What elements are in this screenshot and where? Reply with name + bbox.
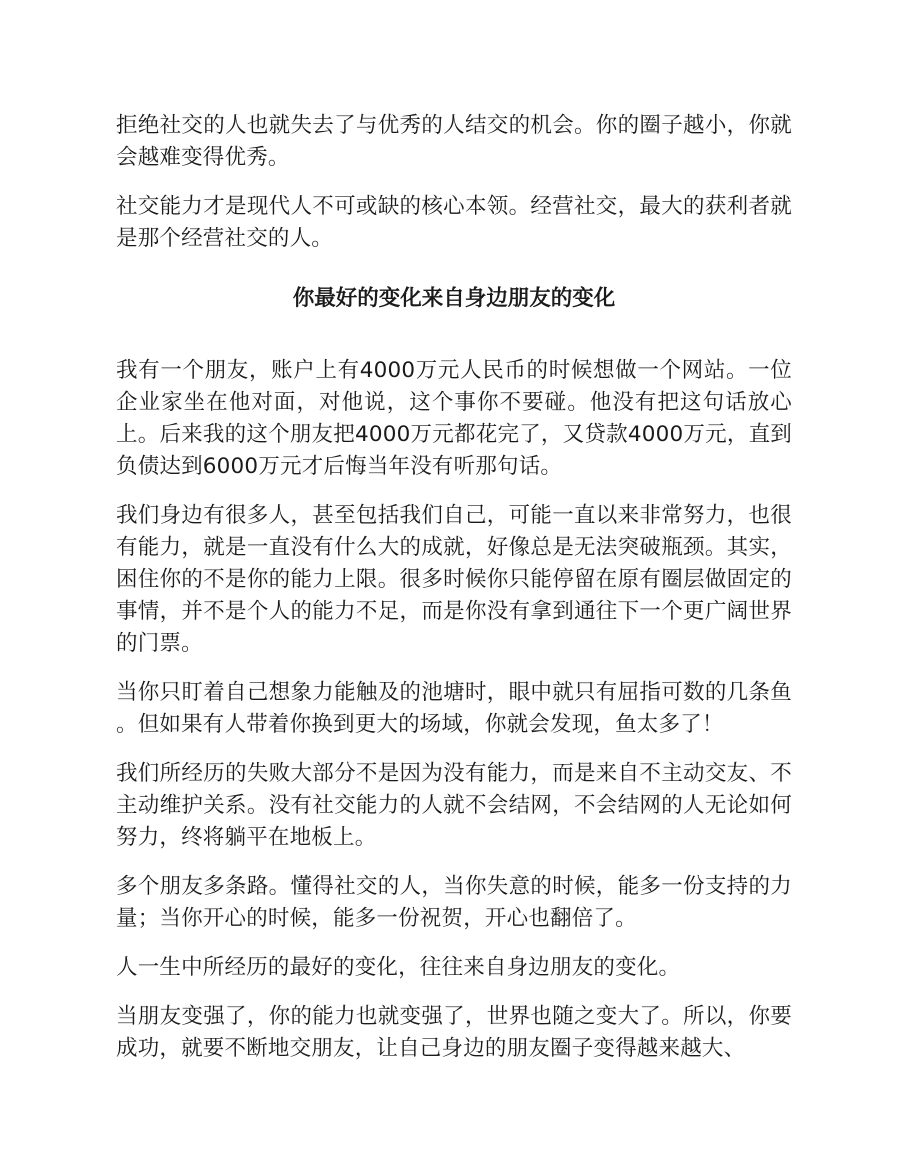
intro-paragraph-2: 社交能力才是现代人不可或缺的核心本领。经营社交，最大的获利者就是那个经营社交的人。 [116,194,792,251]
paragraph-spacer [116,854,792,871]
paragraph-spacer [116,660,792,677]
paragraph-spacer [116,935,792,952]
paragraph-spacer [116,984,792,1001]
paragraph-spacer [116,174,792,191]
heading-spacer-bottom [116,315,792,355]
paragraph-spacer [116,741,792,758]
body-paragraph-3: 当你只盯着自己想象力能触及的池塘时，眼中就只有屈指可数的几条鱼 。但如果有人带着你换到更大的场域，你就会发现，鱼太多了！ [116,680,792,737]
body-paragraph-6: 人一生中所经历的最好的变化，往往来自身边朋友的变化。 [116,955,681,980]
intro-paragraph-1: 拒绝社交的人也就失去了与优秀的人结交的机会。你的圈子越小，你就会越难变得优秀。 [116,113,792,170]
paragraph-spacer [116,483,792,500]
body-paragraph-5: 多个朋友多条路。懂得社交的人，当你失意的时候，能多一份支持的力量；当你开心的时候，能多一份祝贺，开心也翻倍了。 [116,874,792,931]
body-paragraph-4: 我们所经历的失败大部分不是因为没有能力，而是来自不主动交友、不主动维护关系。没有社交能力的人就不会结网，不会结网的人无论如何努力，终将躺平在地板上。 [116,761,792,850]
body-paragraph-2: 我们身边有很多人，甚至包括我们自己，可能一直以来非常努力，也很有能力，就是一直没有什么大的成就，好像总是无法突破瓶颈。其实，困住你的不是你的能力上限。很多时候你只能停留在原有圈层做固定的事情，并不是个人的能力不足，而是你没有拿到通往下一个更广阔世界的门票。 [116,503,792,656]
body-paragraph-1: 我有一个朋友，账户上有4000万元人民币的时候想做一个网站。一位企业家坐在他对面，对他说，这个事你不要碰。他没有把这句话放心上。后来我的这个朋友把4000万元都花完了，又贷款4000万元，直到负债达到6000万元才后悔当年没有听那句话。 [116,358,792,479]
heading-spacer-top [116,255,792,283]
section-heading: 你最好的变化来自身边朋友的变化 [292,286,616,311]
document-page [116,110,792,1065]
body-paragraph-7: 当朋友变强了，你的能力也就变强了，世界也随之变大了。所以，你要成功，就要不断地交朋友，让自己身边的朋友圈子变得越来越大、 [116,1004,792,1061]
